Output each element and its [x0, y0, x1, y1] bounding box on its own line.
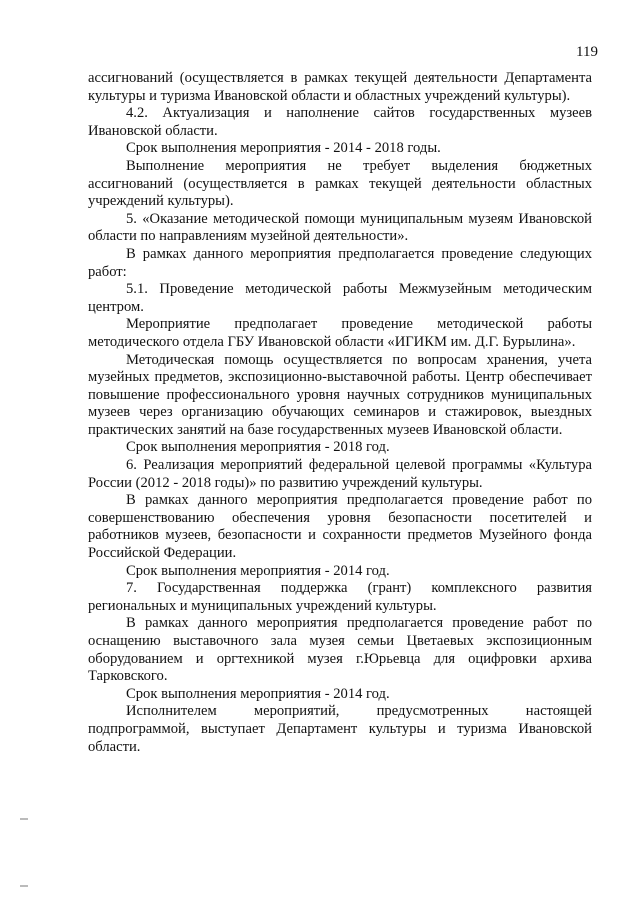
paragraph-equipment-works: В рамках данного мероприятия предполагается проведение работ по оснащению выставочного зала музея семьи Цветаевых экспозиционным оборудованием и оргтехникой музея г.Юрьевца для оцифровки архива Тарковского. — [88, 615, 592, 685]
paragraph-continuation: ассигнований (осуществляется в рамках текущей деятельности Департамента культуры и туризма Ивановской области и областных учреждений культуры). — [88, 70, 592, 104]
scan-artifact-mark — [20, 885, 28, 887]
paragraph-item-7: 7. Государственная поддержка (грант) комплексного развития региональных и муниципальных учреждений культуры. — [88, 580, 592, 614]
paragraph-funding-note: Выполнение мероприятия не требует выделения бюджетных ассигнований (осуществляется в рамках текущей деятельности областных учреждений культуры). — [88, 157, 592, 210]
page-number: 119 — [576, 44, 598, 60]
scan-artifact-mark — [20, 818, 28, 820]
paragraph-deadline-2018: Срок выполнения мероприятия - 2018 год. — [126, 439, 390, 456]
paragraph-works-intro: В рамках данного мероприятия предполагается проведение следующих работ: — [88, 245, 592, 280]
paragraph-deadline-2014-a: Срок выполнения мероприятия - 2014 год. — [126, 562, 390, 579]
paragraph-security-works: В рамках данного мероприятия предполагается проведение работ по совершенствованию обеспечения уровня безопасности посетителей и работников музеев, безопасности и сохранности предметов Музейного фонда Российской Федерации. — [88, 492, 592, 562]
paragraph-item-5-1: 5.1. Проведение методической работы Межмузейным методическим центром. — [88, 281, 592, 315]
paragraph-executor: Исполнителем мероприятий, предусмотренных настоящей подпрограммой, выступает Департамент культуры и туризма Ивановской области. — [88, 703, 592, 755]
paragraph-item-4-2: 4.2. Актуализация и наполнение сайтов государственных музеев Ивановской области. — [88, 105, 592, 139]
paragraph-deadline-2014-2018: Срок выполнения мероприятия - 2014 - 2018 годы. — [126, 140, 441, 157]
document-body — [88, 70, 592, 756]
paragraph-method-help: Методическая помощь осуществляется по вопросам хранения, учета музейных предметов, экспозиционно-выставочной работы. Центр обеспечивает повышение профессионального уровня научных сотрудников муниципальных музеев через организацию обучающих семинаров и стажировок, выездных практических занятий на базе государственных музеев Ивановской области. — [88, 351, 592, 438]
paragraph-method-department: Мероприятие предполагает проведение методической работы методического отдела ГБУ Ивановской области «ИГИКМ им. Д.Г. Бурылина». — [88, 316, 592, 350]
paragraph-item-6: 6. Реализация мероприятий федеральной целевой программы «Культура России (2012 - 2018 годы)» по развитию учреждений культуры. — [88, 457, 592, 491]
paragraph-deadline-2014-b: Срок выполнения мероприятия - 2014 год. — [126, 685, 390, 702]
paragraph-item-5: 5. «Оказание методической помощи муниципальным музеям Ивановской области по направлениям музейной деятельности». — [88, 210, 592, 245]
